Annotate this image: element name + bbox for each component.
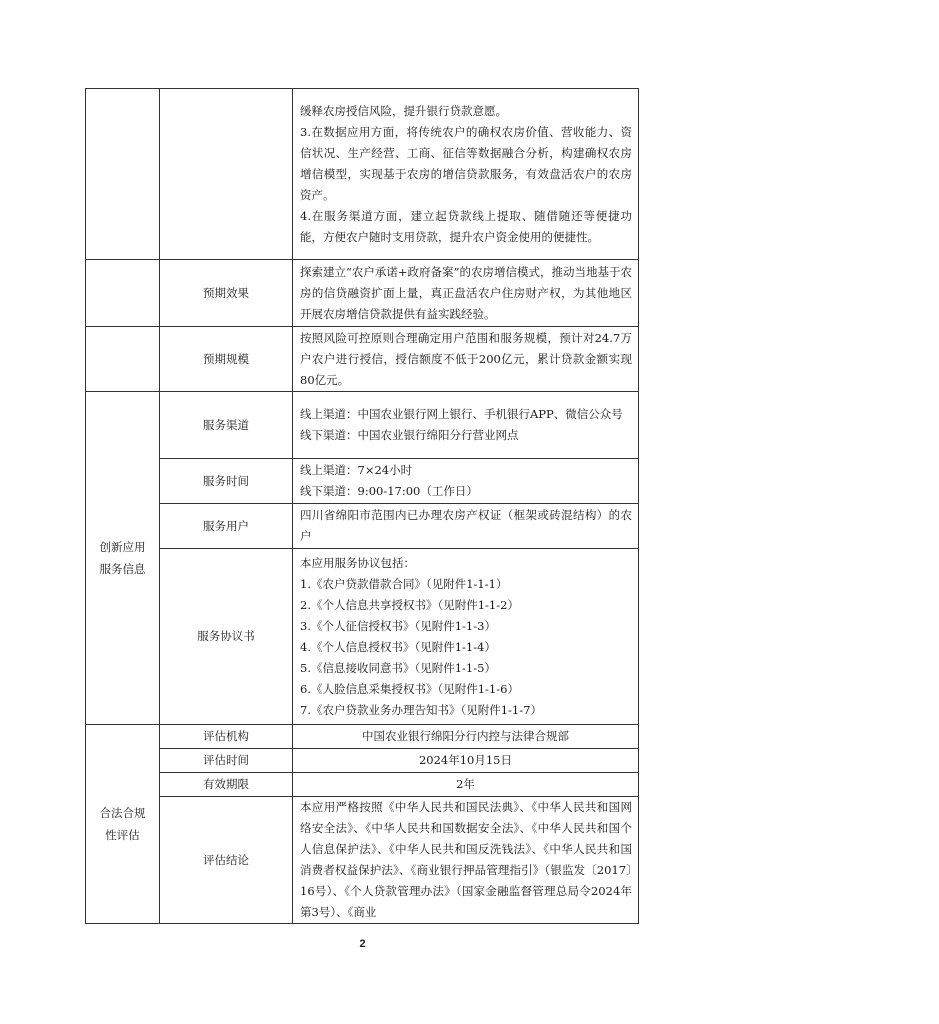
scheme-paragraph: 缓释农房授信风险，提升银行贷款意愿。: [300, 103, 507, 118]
scheme-paragraph: 4.在服务渠道方面，建立起贷款线上提取、随借随还等便捷功能，方便农户随时支用贷款，提升农户资金使用的便捷性。: [300, 208, 632, 244]
section-label-cell-empty: [86, 89, 160, 260]
service-info-table: [85, 88, 639, 924]
legal-eval-section-label: 合法合规性评估: [86, 725, 160, 924]
eval-org-label: 评估机构: [160, 725, 293, 749]
agreement-item: 1.《农户贷款借款合同》（见附件1-1-1）: [300, 576, 508, 591]
eval-conclusion-label: 评估结论: [160, 797, 293, 924]
table-row-continuation: [86, 89, 639, 260]
eval-validity-label: 有效期限: [160, 773, 293, 797]
service-channel-line: 线上渠道：中国农业银行网上银行、手机银行APP、微信公众号: [300, 407, 623, 421]
service-channels-cell: [293, 392, 639, 459]
table-row-service-hours: [86, 459, 639, 504]
service-channel-line: 线下渠道：中国农业银行绵阳分行营业网点: [300, 428, 519, 442]
table-row-eval-org: [86, 725, 639, 749]
table-row-expected-scale: [86, 327, 639, 392]
table-row-expected-effect: [86, 260, 639, 327]
table-row-eval-conclusion: [86, 797, 639, 924]
table-row-service-agreements: [86, 549, 639, 725]
service-users-text: 四川省绵阳市范围内已办理农房产权证（框架或砖混结构）的农户: [293, 504, 639, 549]
agreement-item: 7.《农户贷款业务办理告知书》（见附件1-1-7）: [300, 702, 542, 717]
service-hours-line: 线下渠道：9:00-17:00（工作日）: [300, 484, 478, 498]
expected-effect-label: 预期效果: [160, 260, 293, 327]
table-row-service-users: [86, 504, 639, 549]
service-channels-label: 服务渠道: [160, 392, 293, 459]
scheme-paragraph: 3.在数据应用方面，将传统农户的确权农房价值、营收能力、资信状况、生产经营、工商、征信等数据融合分析，构建确权农房增信模型，实现基于农房的增信贷款服务，有效盘活农户的农房资产。: [300, 124, 632, 202]
service-agreements-label: 服务协议书: [160, 549, 293, 725]
expected-scale-text: 按照风险可控原则合理确定用户范围和服务规模，预计对24.7万户农户进行授信，授信额度不低于200亿元，累计贷款金额实现80亿元。: [293, 327, 639, 392]
table-row-service-channels: [86, 392, 639, 459]
expected-scale-label: 预期规模: [160, 327, 293, 392]
service-info-section-label: 创新应用服务信息: [86, 392, 160, 725]
scheme-content-cell: [293, 89, 639, 260]
eval-org-value: 中国农业银行绵阳分行内控与法律合规部: [293, 725, 639, 749]
service-hours-line: 线上渠道：7×24小时: [300, 463, 413, 477]
eval-conclusion-text: 本应用严格按照《中华人民共和国民法典》、《中华人民共和国网络安全法》、《中华人民共和国数据安全法》、《中华人民共和国个人信息保护法》、《中华人民共和国反洗钱法》、《中华人民共和国消费者权益保护法》、《商业银行押品管理指引》（银监发〔2017〕16号）、《个人贷款管理办法》（国家金融监督管理总局令2024年第3号）、《商业: [293, 797, 639, 924]
agreement-item: 2.《个人信息共享授权书》（见附件1-1-2）: [300, 597, 519, 612]
agreement-item: 5.《信息接收同意书》（见附件1-1-5）: [300, 660, 496, 675]
page-number: 2: [359, 938, 366, 950]
service-users-label: 服务用户: [160, 504, 293, 549]
eval-time-value: 2024年10月15日: [293, 749, 639, 773]
service-hours-label: 服务时间: [160, 459, 293, 504]
expected-effect-text: 探索建立“农户承诺+政府备案”的农房增信模式，推动当地基于农房的信贷融资扩面上量，真正盘活农户住房财产权，为其他地区开展农房增信贷款提供有益实践经验。: [293, 260, 639, 327]
agreements-intro: 本应用服务协议包括：: [300, 555, 415, 570]
eval-time-label: 评估时间: [160, 749, 293, 773]
row-label-cell-empty: [160, 89, 293, 260]
agreement-item: 6.《人脸信息采集授权书》（见附件1-1-6）: [300, 681, 519, 696]
section-label-cell-empty: [86, 260, 160, 327]
service-hours-cell: [293, 459, 639, 504]
service-agreements-cell: [293, 549, 639, 725]
agreement-item: 3.《个人征信授权书》（见附件1-1-3）: [300, 618, 496, 633]
table-row-eval-validity: [86, 773, 639, 797]
agreement-item: 4.《个人信息授权书》（见附件1-1-4）: [300, 639, 496, 654]
table-row-eval-time: [86, 749, 639, 773]
eval-validity-value: 2年: [293, 773, 639, 797]
section-label-cell-empty: [86, 327, 160, 392]
